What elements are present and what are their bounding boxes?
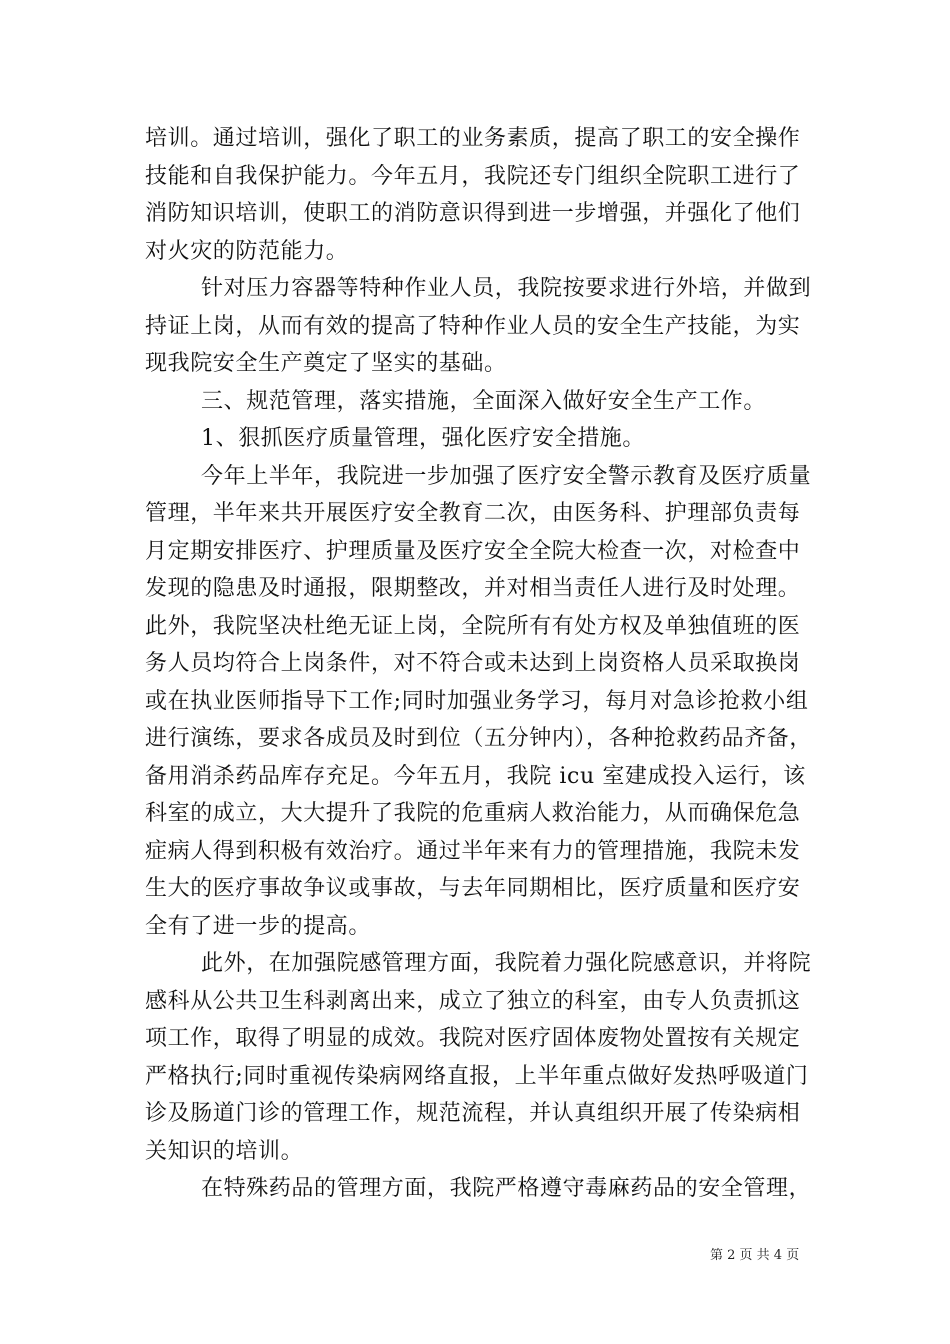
text-line: 对火灾的防范能力。 <box>145 238 349 264</box>
text-line: 管理，半年来共开展医疗安全教育二次，由医务科、护理部负责每 <box>145 501 801 526</box>
text-line: 症病人得到积极有效治疗。通过半年来有力的管理措施，我院未发 <box>145 838 801 864</box>
text-line: 月定期安排医疗、护理质量及医疗安全全院大检查一次，对检查中 <box>145 538 801 564</box>
paragraph-first-line: 此外，在加强院感管理方面，我院着力强化院感意识，并将院 <box>201 951 812 976</box>
text-line: 或在执业医师指导下工作;同时加强业务学习，每月对急诊抢救小组 <box>145 688 809 714</box>
text-line: 务人员均符合上岗条件，对不符合或未达到上岗资格人员采取换岗 <box>145 651 801 676</box>
text-line: 进行演练，要求各成员及时到位（五分钟内），各种抢救药品齐备， <box>145 726 813 751</box>
text-line: 全有了进一步的提高。 <box>145 913 372 939</box>
text-line: 感科从公共卫生科剥离出来，成立了独立的科室，由专人负责抓这 <box>145 988 801 1014</box>
text-line: 关知识的培训。 <box>145 1138 304 1164</box>
text-line: 项工作，取得了明显的成效。我院对医疗固体废物处置按有关规定 <box>145 1026 801 1051</box>
text-line: 严格执行;同时重视传染病网络直报，上半年重点做好发热呼吸道门 <box>145 1063 809 1089</box>
paragraph-first-line: 在特殊药品的管理方面，我院严格遵守毒麻药品的安全管理， <box>201 1176 812 1201</box>
text-line: 此外，我院坚决杜绝无证上岗，全院所有有处方权及单独值班的医 <box>145 613 801 639</box>
subsection-heading: 1、狠抓医疗质量管理，强化医疗安全措施。 <box>201 426 645 451</box>
text-line: 消防知识培训，使职工的消防意识得到进一步增强，并强化了他们 <box>145 201 801 226</box>
text-line: 发现的隐患及时通报，限期整改，并对相当责任人进行及时处理。 <box>145 576 801 601</box>
text-line: 技能和自我保护能力。今年五月，我院还专门组织全院职工进行了 <box>145 163 801 189</box>
section-heading: 三、规范管理，落实措施，全面深入做好安全生产工作。 <box>201 388 767 414</box>
text-line: 科室的成立，大大提升了我院的危重病人救治能力，从而确保危急 <box>145 801 801 826</box>
text-line: 持证上岗，从而有效的提高了特种作业人员的安全生产技能，为实 <box>145 313 801 339</box>
text-line: 现我院安全生产奠定了坚实的基础。 <box>145 351 507 376</box>
text-line: 生大的医疗事故争议或事故，与去年同期相比，医疗质量和医疗安 <box>145 876 801 901</box>
document-body <box>145 120 813 1208</box>
text-line: 诊及肠道门诊的管理工作，规范流程，并认真组织开展了传染病相 <box>145 1101 801 1126</box>
text-line: 备用消杀药品库存充足。今年五月，我院 icu 室建成投入运行，该 <box>145 763 806 789</box>
paragraph-first-line: 今年上半年，我院进一步加强了医疗安全警示教育及医疗质量 <box>201 463 812 489</box>
page-number: 第 2 页 共 4 页 <box>710 1248 800 1263</box>
text-line: 培训。通过培训，强化了职工的业务素质，提高了职工的安全操作 <box>145 126 801 151</box>
paragraph-first-line: 针对压力容器等特种作业人员，我院按要求进行外培，并做到 <box>201 276 812 301</box>
